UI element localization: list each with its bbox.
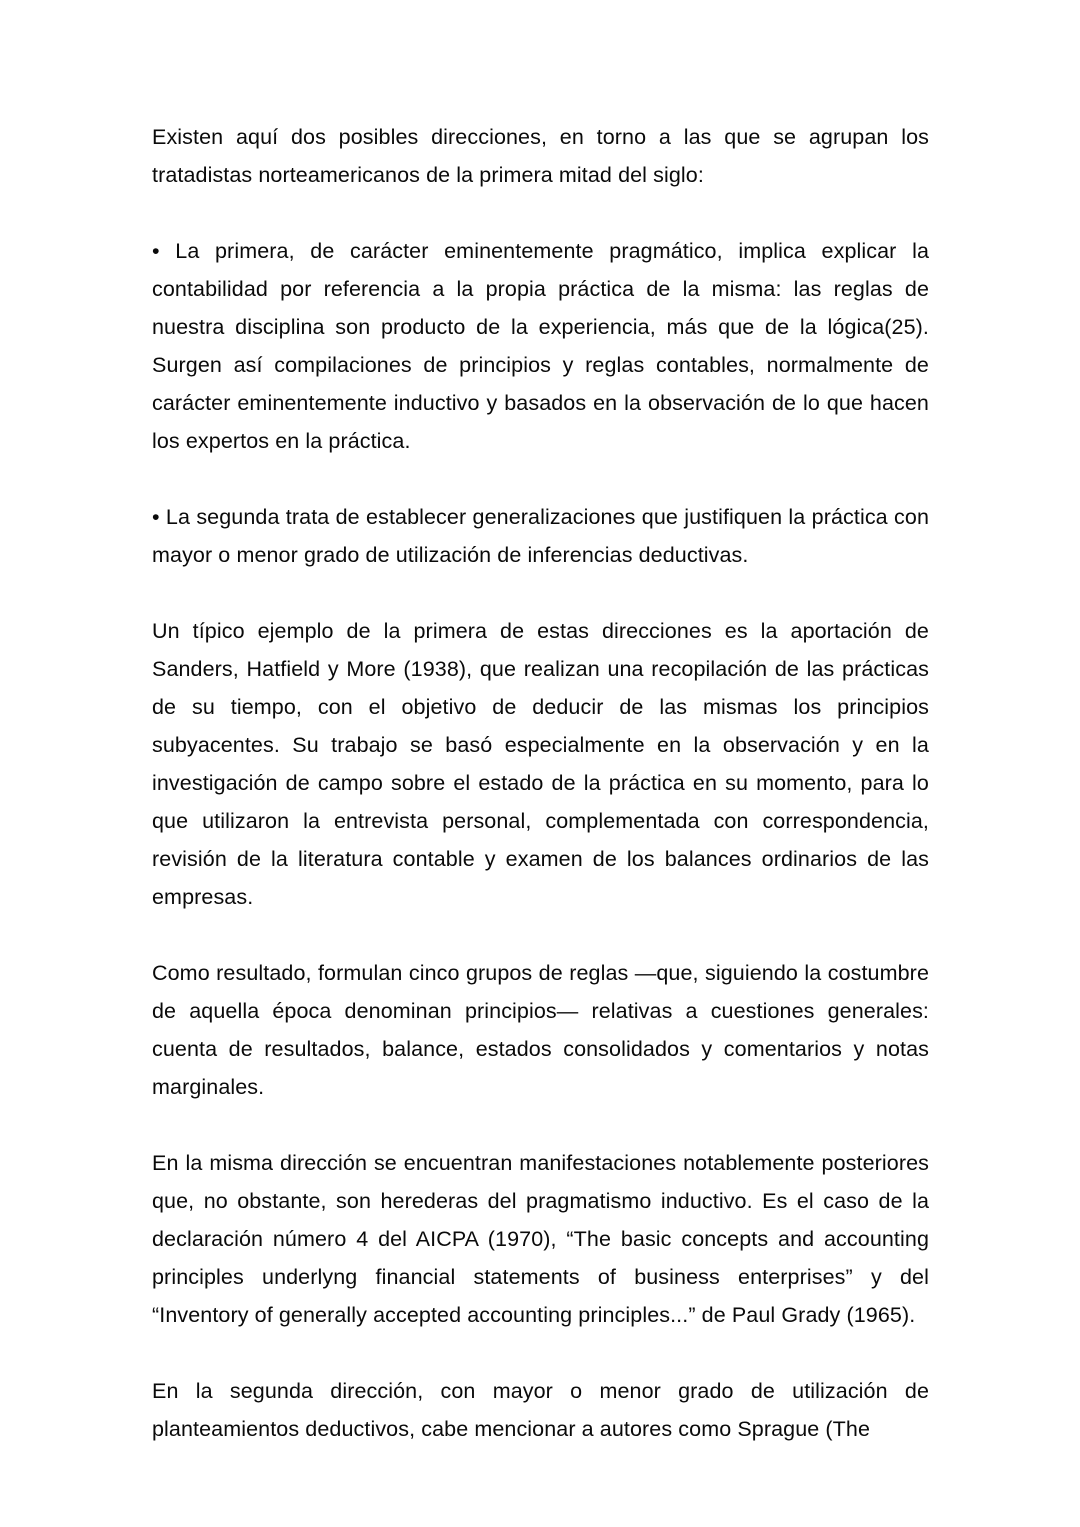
paragraph-bullet-second-direction: • La segunda trata de establecer generalizaciones que justifiquen la práctica con mayor o menor grado de utilización de inferencias deductivas. bbox=[152, 505, 929, 567]
paragraph-sanders-hatfield-more: Un típico ejemplo de la primera de estas direcciones es la aportación de Sanders, Hatfield y More (1938), que realizan una recopilación de las prácticas de su tiempo, con el objetivo de deducir de las mismas los principios subyacentes. Su trabajo se basó especialmente en la observación y en la investigación de campo sobre el estado de la práctica en su momento, para lo que utilizaron la entrevista personal, complementada con correspondencia, revisión de la literatura contable y examen de los balances ordinarios de las empresas. bbox=[152, 619, 929, 909]
paragraph-aicpa-grady: En la misma dirección se encuentran manifestaciones notablemente posteriores que, no obstante, son herederas del pragmatismo inductivo. Es el caso de la declaración número 4 del AICPA (1970), “The basic concepts and accounting principles underlyng financial statements of business enterprises” y del “Inventory of generally accepted accounting principles...” de Paul Grady (1965). bbox=[152, 1151, 929, 1327]
paragraph-second-direction-sprague: En la segunda dirección, con mayor o menor grado de utilización de planteamientos deductivos, cabe mencionar a autores como Sprague (The bbox=[152, 1379, 929, 1441]
paragraph-intro-directions: Existen aquí dos posibles direcciones, en torno a las que se agrupan los tratadistas norteamericanos de la primera mitad del siglo: bbox=[152, 125, 929, 187]
text-column bbox=[152, 118, 929, 1448]
paragraph-bullet-first-direction: • La primera, de carácter eminentemente pragmático, implica explicar la contabilidad por referencia a la propia práctica de la misma: las reglas de nuestra disciplina son producto de la experiencia, más que de la lógica(25). Surgen así compilaciones de principios y reglas contables, normalmente de carácter eminentemente inductivo y basados en la observación de lo que hacen los expertos en la práctica. bbox=[152, 239, 929, 453]
paragraph-five-rule-groups: Como resultado, formulan cinco grupos de reglas —que, siguiendo la costumbre de aquella época denominan principios— relativas a cuestiones generales: cuenta de resultados, balance, estados consolidados y comentarios y notas marginales. bbox=[152, 961, 929, 1099]
